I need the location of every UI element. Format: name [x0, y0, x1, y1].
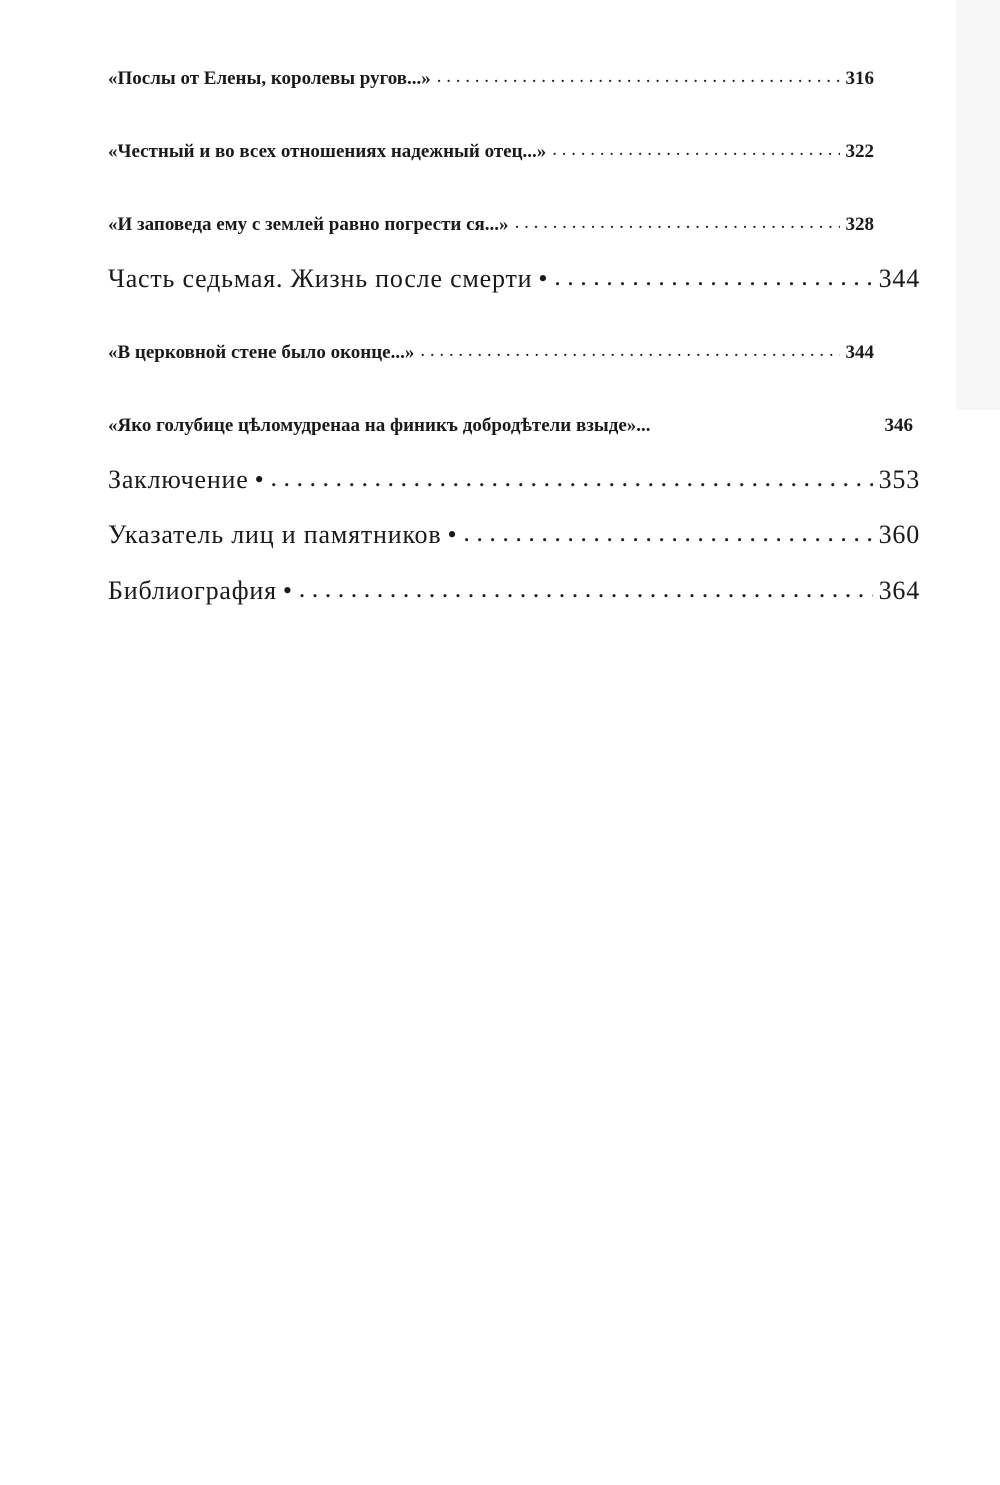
- toc-entry[interactable]: [108, 68, 874, 90]
- dot-leader: [463, 518, 872, 548]
- toc-entry[interactable]: [108, 342, 874, 364]
- toc-entry[interactable]: [108, 141, 874, 163]
- dot-leader: [271, 463, 873, 493]
- toc-entry-title: «Честный и во всех отношениях надежный отец...»: [108, 141, 547, 162]
- toc-entry-title: Часть седьмая. Жизнь после смерти: [108, 264, 533, 293]
- toc-entry-title: «В церковной стене было оконце...»: [108, 342, 415, 363]
- toc-entry-title: «Яко голубице цѣломудренаа на финикъ добродѣтели взыде»...: [108, 415, 651, 436]
- dot-leader: [554, 262, 872, 292]
- toc-entry-chapter[interactable]: [108, 576, 920, 606]
- toc-entry-page: 346: [884, 415, 913, 436]
- bullet-icon: •: [447, 520, 458, 549]
- toc-entry-page: 322: [845, 141, 874, 162]
- toc-entry-title: Указатель лиц и памятников: [108, 520, 442, 549]
- dot-leader: [515, 212, 840, 234]
- toc-entry-chapter[interactable]: [108, 264, 920, 294]
- toc-entry-page: 364: [878, 576, 920, 605]
- dot-leader: [552, 139, 839, 161]
- dot-leader: [299, 574, 873, 604]
- toc-entry-chapter[interactable]: [108, 465, 920, 495]
- toc-entry[interactable]: [108, 415, 913, 437]
- bullet-icon: •: [282, 576, 293, 605]
- bullet-icon: •: [254, 465, 265, 494]
- toc-entry-chapter[interactable]: [108, 520, 920, 550]
- toc-entry-page: 328: [845, 214, 874, 235]
- toc-entry-page: 353: [878, 465, 920, 494]
- toc-entry-page: 360: [878, 520, 920, 549]
- toc-entry-title: «Послы от Елены, королевы ругов...»: [108, 68, 431, 89]
- toc-entry-title: Заключение: [108, 465, 249, 494]
- dot-leader: [437, 66, 840, 88]
- toc-entry-title: Библиография: [108, 576, 277, 605]
- dot-leader: [420, 340, 839, 362]
- bullet-icon: •: [538, 264, 549, 293]
- toc-entry-page: 344: [878, 264, 920, 293]
- toc-entry-page: 344: [845, 342, 874, 363]
- toc-entry-title: «И заповеда ему с землей равно погрести ся...»: [108, 214, 509, 235]
- toc-entry-page: 316: [845, 68, 874, 89]
- toc-entry[interactable]: [108, 214, 874, 236]
